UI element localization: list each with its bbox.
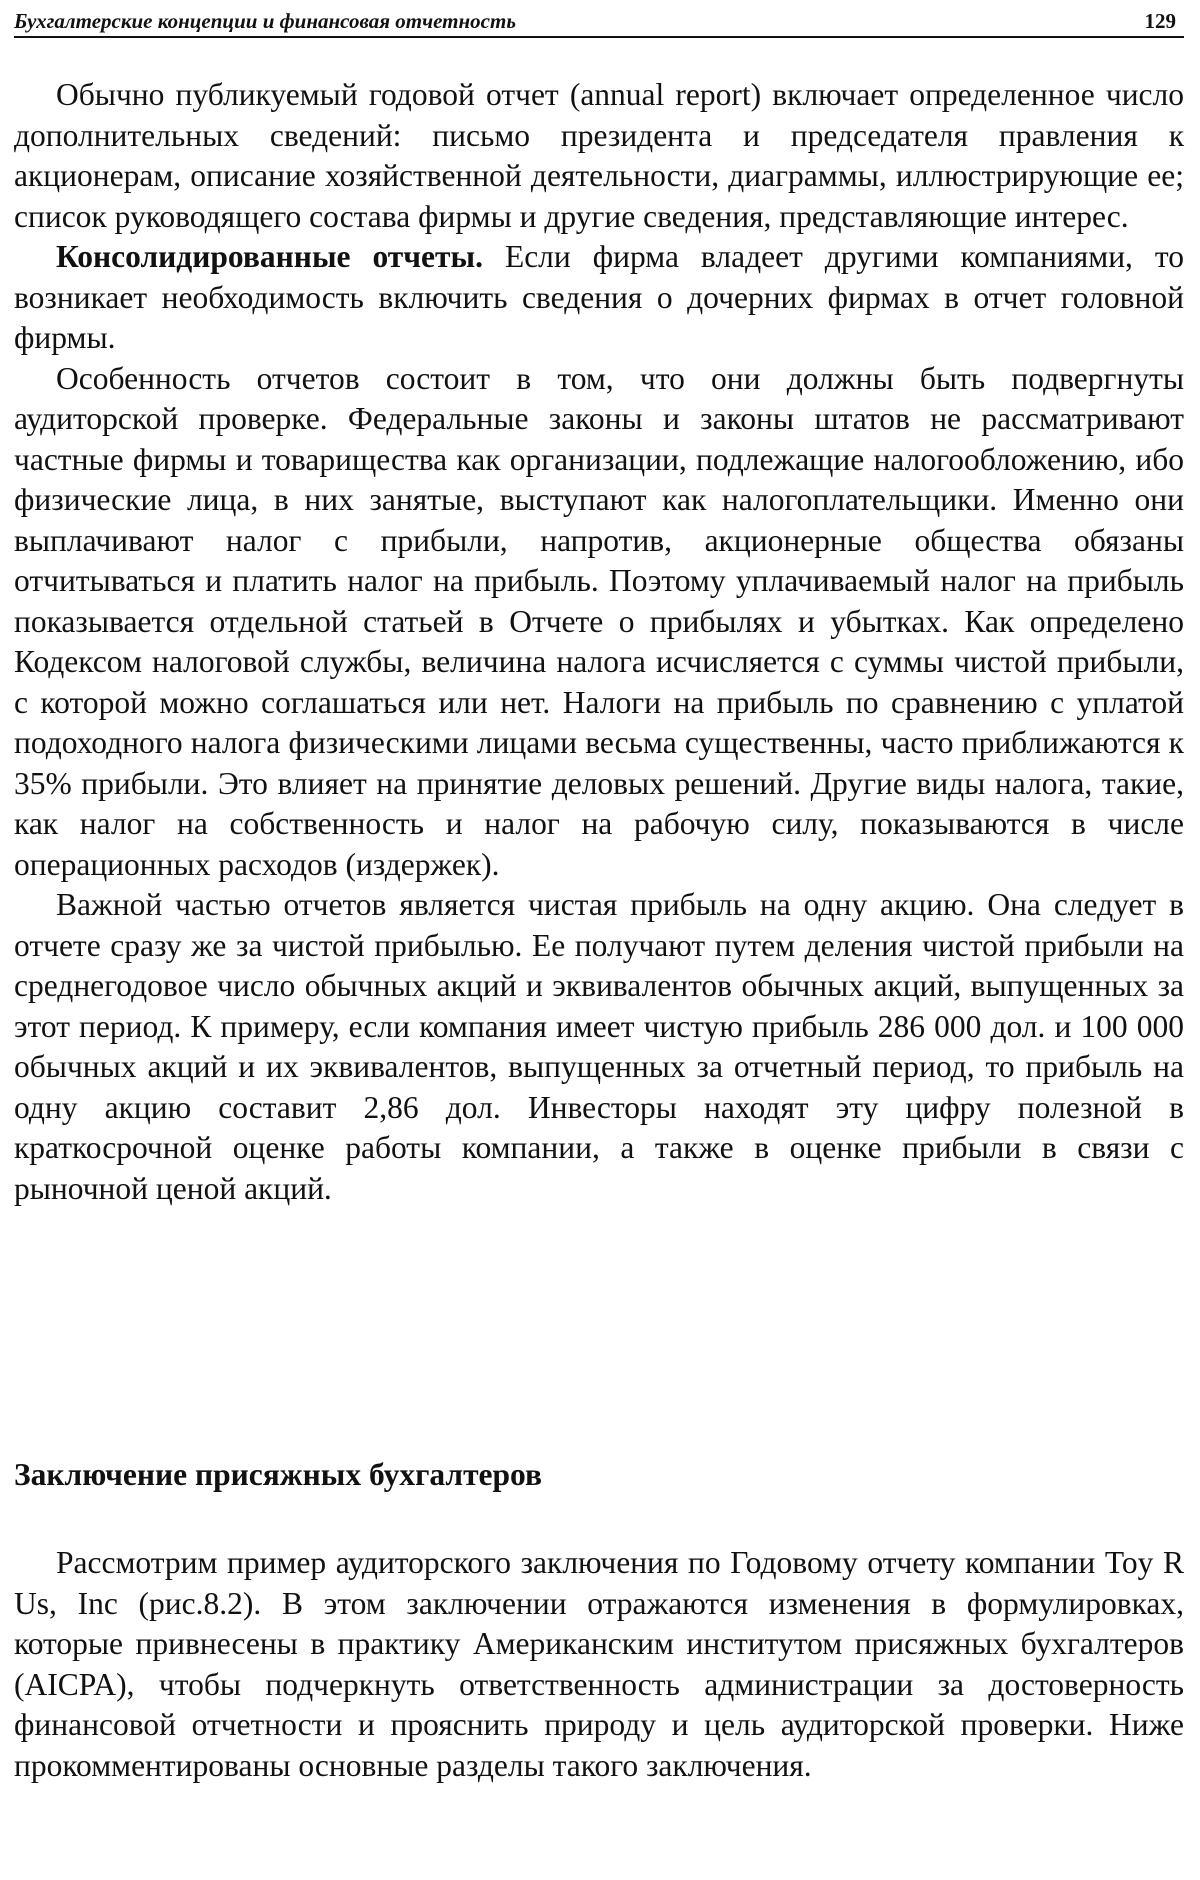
paragraph-text: Особенность отчетов состоит в том, что они должны быть подвергнуты аудиторской проверке. Федеральные законы и законы штатов не рассматривают частные фирмы и товарищества как организации, подлежащие налогообложению, ибо физические лица, в них занятые, выступают как налогоплательщики. Именно они выплачивают налог с прибыли, напротив, акционерные общества обязаны отчитываться и платить налог на прибыль. Поэтому уплачиваемый налог на прибыль показывается отдельной статьей в Отчете о прибылях и убытках. Как определено Кодексом налоговой службы, величина налога исчисляется с суммы чистой прибыли, с которой можно соглашаться или нет. Налоги на прибыль по сравнению с уплатой подоходного налога физическими лицами весьма существенны, часто приближаются к 35% прибыли. Это влияет на принятие деловых решений. Другие виды налога, такие, как налог на собственность и налог на рабочую силу, показываются в числе операционных расходов (издержек). <box>14 360 1184 882</box>
section-text <box>14 1543 1184 1786</box>
paragraph-text: Если фирма владеет другими компаниями, то возникает необходимость включить сведения о дочерних фирмах в отчет головной фирмы. <box>14 239 1185 355</box>
running-title: Бухгалтерские концепции и финансовая отчетность <box>14 9 516 33</box>
paragraph <box>14 885 1184 1209</box>
paragraph-lead: Консолидированные отчеты. <box>56 239 483 274</box>
main-text <box>14 75 1184 1209</box>
paragraph <box>14 237 1184 359</box>
section-heading: Заключение присяжных бухгалтеров <box>14 1457 543 1492</box>
paragraph-text: Обычно публикуемый годовой отчет (annual report) включает определенное число дополнительных сведений: письмо президента и председателя правления к акционерам, описание хозяйственной деятельности, диаграммы, иллюстрирующие ее; список руководящего состава фирмы и другие сведения, представляющие интерес. <box>14 77 1184 234</box>
paragraph-text: Важной частью отчетов является чистая прибыль на одну акцию. Она следует в отчете сразу же за чистой прибылью. Ее получают путем деления чистой прибыли на среднегодовое число обычных акций и эквивалентов обычных акций, выпущенных за этот период. К примеру, если компания имеет чистую прибыль 286 000 дол. и 100 000 обычных акций и их эквивалентов, выпущенных за отчетный период, то прибыль на одну акцию составит 2,86 дол. Инвесторы находят эту цифру полезной в краткосрочной оценке работы компании, а также в оценке прибыли в связи с рыночной ценой акций. <box>14 887 1184 1206</box>
page-number: 129 <box>1144 9 1176 33</box>
paragraph: Рассмотрим пример аудиторского заключения по Годовому отчету компании Toy R Us, Inc (рис.8.2). В этом заключении отражаются изменения в формулировках, которые привнесены в практику Американским институтом присяжных бухгалтеров (AICPA), чтобы подчеркнуть ответственность администрации за достоверность финансовой отчетности и прояснить природу и цель аудиторской проверки. Ниже прокомментированы основные разделы такого заключения. <box>14 1545 1184 1783</box>
running-head <box>14 4 1184 38</box>
book-page <box>14 0 1184 1880</box>
paragraph <box>14 75 1184 237</box>
paragraph <box>14 359 1184 886</box>
